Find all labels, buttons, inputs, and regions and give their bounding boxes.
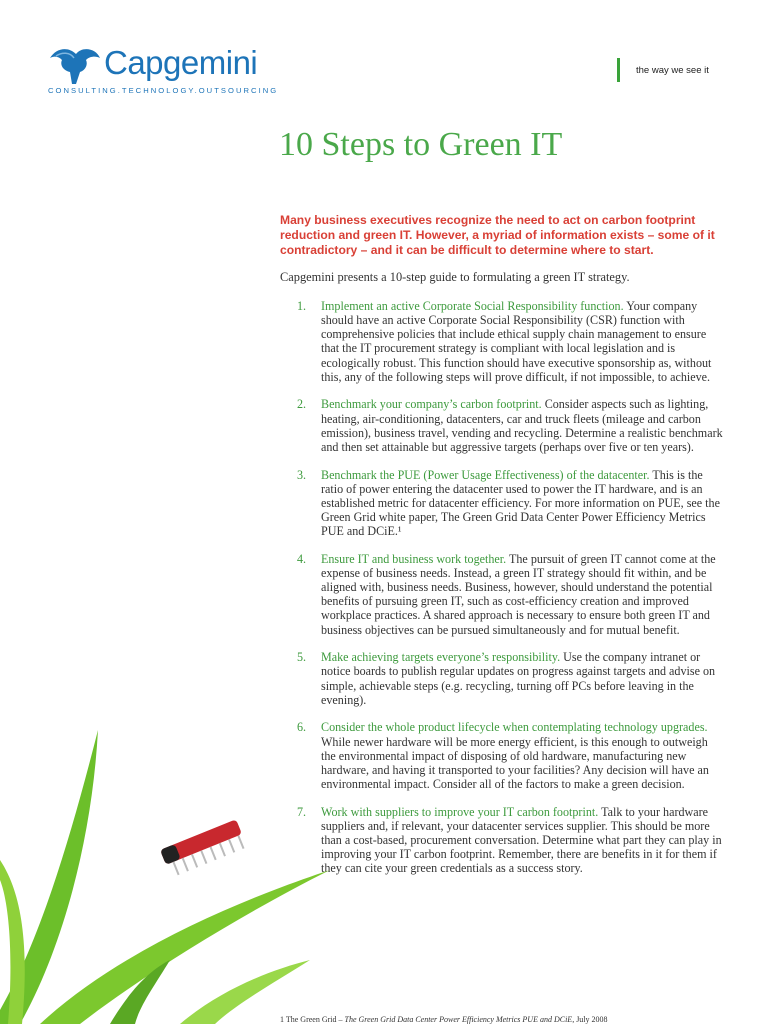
- caterpillar-chip-icon: [160, 819, 247, 878]
- steps-list: [280, 299, 725, 889]
- brand-subtitle: CONSULTING.TECHNOLOGY.OUTSOURCING: [48, 86, 279, 95]
- step-body: Your company should have an active Corporate Social Responsibility (CSR) function with comprehensive policies that include ethical supply chain management to ensure that the IT procurement strategy is compliant with local legislation and is ecologically robust. This function should have executive sponsorship as, without this, any of the following steps will prove difficult, if not impossible, to achieve.: [321, 299, 712, 384]
- brand-name: Capgemini: [104, 44, 258, 81]
- grass-illustration: [0, 720, 330, 1024]
- step-number: 3.: [297, 467, 307, 482]
- step-number: 6.: [297, 720, 307, 735]
- footnote-date: July 2008: [576, 1015, 608, 1024]
- step-heading: Implement an active Corporate Social Responsibility function.: [321, 299, 624, 313]
- step-body: The pursuit of green IT cannot come at the expense of business needs. Instead, a green IT strategy should fit within, and be aligned with, business needs. Business, however, should understand the potential benefits of pursuing green IT, such as cost-efficiency creation and improved workplace practices. A shared approach is necessary to ensure both green IT and business objectives can be pursued simultaneously and for mutual benefit.: [321, 551, 716, 637]
- step-body: Consider aspects such as lighting, heating, air-conditioning, datacenters, car and truck fleets (mileage and carbon emission), business travel, vending and recycling. Determine a realistic benchmark and then set attainable but aggressive targets (perhaps over five or ten years).: [321, 397, 723, 454]
- spade-logo-icon: [46, 44, 102, 84]
- intro-paragraph: Capgemini presents a 10-step guide to formulating a green IT strategy.: [280, 270, 630, 284]
- footnote-source: The Green Grid: [285, 1015, 337, 1024]
- step-heading: Benchmark the PUE (Power Usage Effectiveness) of the datacenter.: [321, 467, 650, 482]
- page-title: 10 Steps to Green IT: [279, 126, 563, 163]
- step-body: Talk to your hardware suppliers and, if relevant, your datacenter services supplier. This should be more than a cost-based, procurement conversation. Determine what part they can play in improving your IT carbon footprint. Remember, there are benefits in it for them if they can cite your green credentials as a success story.: [321, 804, 722, 876]
- list-item: [280, 650, 725, 707]
- step-number: 1.: [297, 299, 307, 313]
- step-number: 5.: [297, 650, 307, 665]
- step-number: 4.: [297, 551, 307, 566]
- list-item: [280, 397, 725, 454]
- footnote: 1 The Green Grid – The Green Grid Data Center Power Efficiency Metrics PUE and DCiE, July 2008: [280, 1015, 608, 1024]
- step-heading: Make achieving targets everyone’s responsibility.: [321, 650, 561, 665]
- lead-paragraph: Many business executives recognize the need to act on carbon footprint reduction and green IT. However, a myriad of information exists – some of it contradictory – and it can be difficult to determine where to start.: [280, 213, 715, 257]
- footnote-title: The Green Grid Data Center Power Efficiency Metrics PUE and DCiE: [344, 1015, 573, 1024]
- footnote-number: 1: [280, 1015, 284, 1024]
- tagline-divider: [617, 58, 620, 82]
- step-body: Use the company intranet or notice boards to publish regular updates on progress against targets and advise on simple, achievable steps (e.g. recycling, turning off PCs before leaving in the evening).: [321, 650, 716, 707]
- list-item: [280, 805, 725, 876]
- step-heading: Ensure IT and business work together.: [321, 551, 507, 566]
- step-heading: Benchmark your company’s carbon footprint.: [321, 397, 542, 412]
- step-number: 2.: [297, 397, 307, 412]
- step-number: 7.: [297, 804, 307, 819]
- list-item: [280, 720, 725, 791]
- list-item: [280, 468, 725, 539]
- list-item: [280, 552, 725, 637]
- step-heading: Work with suppliers to improve your IT carbon footprint.: [321, 804, 599, 819]
- step-heading: Consider the whole product lifecycle when contemplating technology upgrades.: [321, 720, 708, 735]
- capgemini-logo: [46, 44, 279, 100]
- list-item: [280, 299, 725, 384]
- step-body: This is the ratio of power entering the datacenter used to power the IT hardware, and is an established metric for datacenter efficiency. For more information on PUE, see the Green Grid white paper, The Green Grid Data Center Power Efficiency Metrics PUE and DCiE.¹: [321, 467, 720, 539]
- step-body: While newer hardware will be more energy efficient, is this enough to outweigh the environmental impact of disposing of old hardware, manufacturing new hardware, and having it transported to your facilities? Any decision will have an environmental impact. Consider all of the factors to make a green decision.: [321, 734, 709, 792]
- tagline: the way we see it: [636, 65, 709, 76]
